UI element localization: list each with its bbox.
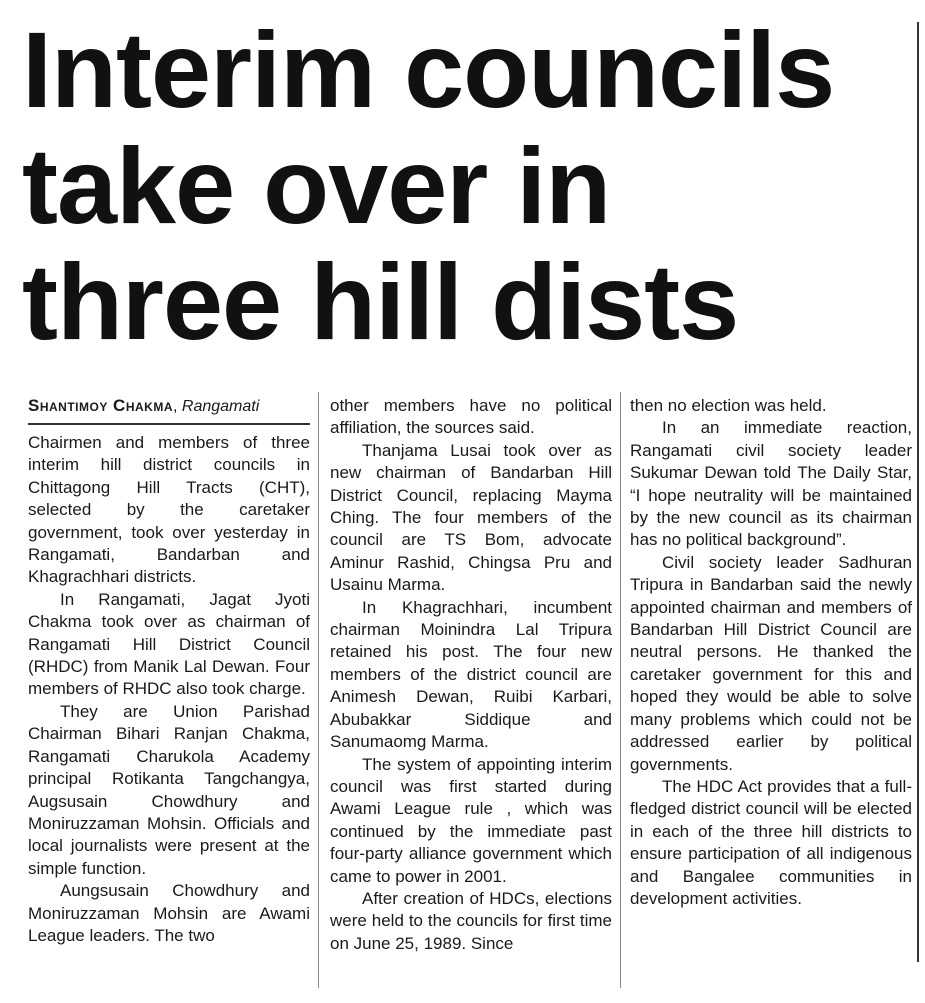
byline xyxy=(28,396,310,425)
right-border-rule xyxy=(917,22,919,962)
headline xyxy=(22,9,902,362)
headline-line-3: three hill dists xyxy=(22,241,739,362)
paragraph: They are Union Parishad Chairman Bihari Ranjan Chakma, Rangamati Charukola Academy principal Rotikanta Tangchangya, Augsusain Chowdhury and Moniruzzaman Mohsin. Officials and local journalists were present at the simple function. xyxy=(28,701,310,878)
paragraph: then no election was held. xyxy=(630,396,827,415)
article-column-3 xyxy=(630,395,912,910)
paragraph: Chairmen and members of three interim hill district councils in Chittagong Hill Tracts (CHT), selected by the caretaker government, took over yesterday in Rangamati, Bandarban and Khagrachhari districts. xyxy=(28,433,310,587)
byline-separator: , xyxy=(173,398,182,415)
column-divider xyxy=(620,392,621,988)
paragraph: The HDC Act provides that a full-fledged district council will be elected in each of the three hill districts to ensure participation of all indigenous and Bangalee communities in development activities. xyxy=(630,776,912,908)
paragraph: Civil society leader Sadhuran Tripura in Bandarban said the newly appointed chairman and members of Bandarban Hill District Council are neutral persons. He thanked the caretaker government for this and hoped they would be able to solve many problems which could not be addressed earlier by political governments. xyxy=(630,552,912,774)
paragraph: The system of appointing interim council was first started during Awami League rule , which was continued by the immediate past four-party alliance government which came to power in 2001. xyxy=(330,754,612,886)
paragraph: Aungsusain Chowdhury and Moniruzzaman Mohsin are Awami League leaders. The two xyxy=(28,881,310,945)
paragraph: other members have no political affiliation, the sources said. xyxy=(330,396,612,438)
headline-line-1: Interim councils xyxy=(22,9,835,130)
headline-line-2: take over in xyxy=(22,125,611,246)
paragraph: Thanjama Lusai took over as new chairman of Bandarban Hill District Council, replacing Mayma Ching. The four members of the council are TS Bom, advocate Aminur Rashid, Chingsa Pru and Usainu Marma. xyxy=(330,440,612,595)
article-column-2 xyxy=(330,395,612,955)
column-divider xyxy=(318,392,319,988)
paragraph: In Rangamati, Jagat Jyoti Chakma took over as chairman of Rangamati Hill District Council (RHDC) from Manik Lal Dewan. Four members of RHDC also took charge. xyxy=(28,589,310,699)
paragraph: In Khagrachhari, incumbent chairman Moinindra Lal Tripura retained his post. The four new members of the district council are Animesh Dewan, Ruibi Karbari, Abubakkar Siddique and Sanumaomg Marma. xyxy=(330,597,612,752)
paragraph: In an immediate reaction, Rangamati civil society leader Sukumar Dewan told The Daily Star, “I hope neutrality will be maintained by the new council as its chairman has no political background”. xyxy=(630,418,912,550)
paragraph: After creation of HDCs, elections were held to the councils for first time on June 25, 1989. Since xyxy=(330,888,612,953)
byline-place: Rangamati xyxy=(181,398,260,415)
article-column-1 xyxy=(28,432,310,947)
byline-author: Shantimoy Chakma xyxy=(28,396,173,415)
